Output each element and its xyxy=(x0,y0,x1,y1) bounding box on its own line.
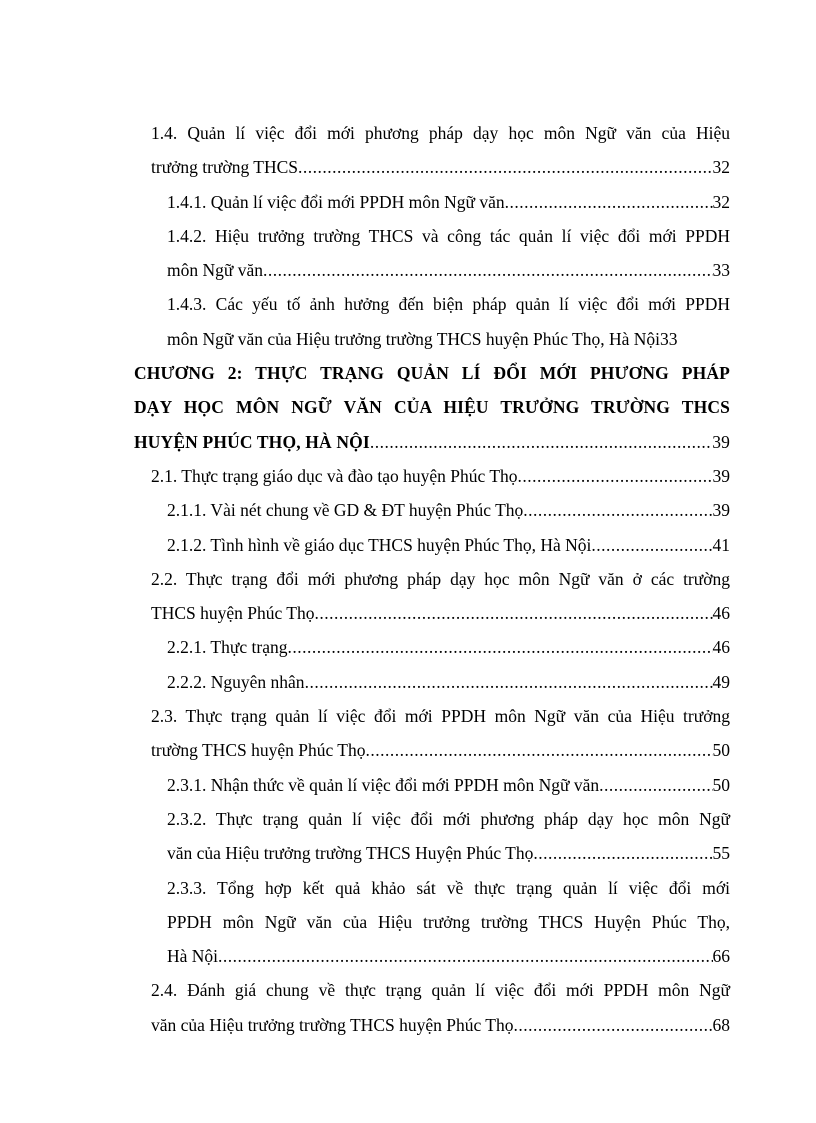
page-number: 50 xyxy=(712,774,730,795)
page-number: 33 xyxy=(660,328,678,349)
page-number: 33 xyxy=(712,260,730,281)
toc-entry-2-2-2[interactable] xyxy=(134,665,730,699)
toc-entry-1-4-3[interactable] xyxy=(134,287,730,356)
page-number: 39 xyxy=(712,465,730,486)
chapter-title: CHƯƠNG 2: THỰC TRẠNG QUẢN LÍ ĐỔI MỚI PHƯƠNG PHÁP xyxy=(134,363,730,384)
toc-entry-text: 1.4.2. Hiệu trưởng trường THCS và công tác quản lí việc đổi mới PPDH xyxy=(167,225,730,246)
page-number: 46 xyxy=(712,603,730,624)
toc-entry-text: 2.3. Thực trạng quản lí việc đổi mới PPDH môn Ngữ văn của Hiệu trưởng xyxy=(151,706,730,727)
toc-entry-2-1[interactable] xyxy=(134,459,730,493)
page-number: 68 xyxy=(712,1014,730,1035)
toc-entry-2-2[interactable] xyxy=(134,562,730,631)
toc-entry-chapter-2[interactable] xyxy=(134,356,730,459)
toc-entry-text: 2.4. Đánh giá chung về thực trạng quản lí việc đổi mới PPDH môn Ngữ xyxy=(151,980,730,1001)
toc-entry-text: 2.1. Thực trạng giáo dục và đào tạo huyện Phúc Thọ xyxy=(151,465,518,486)
toc-entry-text: trường THCS huyện Phúc Thọ xyxy=(151,740,366,761)
page-number: 41 xyxy=(712,534,730,555)
dot-leader xyxy=(591,528,712,562)
toc-entry-2-3-1[interactable] xyxy=(134,768,730,802)
toc-entry-text: môn Ngữ văn xyxy=(167,260,264,281)
toc-entry-text: 2.1.2. Tình hình về giáo dục THCS huyện Phúc Thọ, Hà Nội xyxy=(167,534,592,555)
toc-entry-text: 1.4.3. Các yếu tố ảnh hưởng đến biện pháp quản lí việc đổi mới PPDH xyxy=(167,294,730,315)
toc-entry-text: môn Ngữ văn của Hiệu trưởng trường THCS huyện Phúc Thọ, Hà Nội xyxy=(167,328,660,349)
dot-leader xyxy=(518,459,713,493)
toc-entry-text: 2.3.2. Thực trạng quản lí việc đổi mới phương pháp dạy học môn Ngữ xyxy=(167,808,730,829)
page-number: 50 xyxy=(712,740,730,761)
dot-leader xyxy=(305,665,713,699)
toc-entry-text: 2.3.3. Tổng hợp kết quả khảo sát về thực trạng quản lí việc đổi mới xyxy=(167,877,730,898)
toc-entry-text: THCS huyện Phúc Thọ xyxy=(151,603,315,624)
dot-leader xyxy=(298,150,712,184)
toc-entry-text: văn của Hiệu trưởng trường THCS huyện Phúc Thọ xyxy=(151,1014,514,1035)
dot-leader xyxy=(533,836,712,870)
page-number: 39 xyxy=(712,431,730,452)
toc-entry-text: 2.2.2. Nguyên nhân xyxy=(167,671,305,692)
page-number: 55 xyxy=(712,843,730,864)
toc-entry-1-4-1[interactable] xyxy=(134,185,730,219)
page-number: 32 xyxy=(712,191,730,212)
dot-leader xyxy=(513,1008,712,1042)
dot-leader xyxy=(315,596,713,630)
chapter-title: HUYỆN PHÚC THỌ, HÀ NỘI xyxy=(134,431,370,452)
dot-leader xyxy=(505,185,713,219)
toc-entry-text: 2.3.1. Nhận thức về quản lí việc đổi mới PPDH môn Ngữ văn xyxy=(167,774,600,795)
table-of-contents xyxy=(134,116,730,1042)
page-number: 46 xyxy=(712,637,730,658)
toc-entry-2-1-2[interactable] xyxy=(134,528,730,562)
toc-entry-text: 1.4.1. Quản lí việc đổi mới PPDH môn Ngữ văn xyxy=(167,191,505,212)
toc-entry-text: 2.2.1. Thực trạng xyxy=(167,637,288,658)
dot-leader xyxy=(263,253,712,287)
toc-entry-text: 1.4. Quản lí việc đổi mới phương pháp dạy học môn Ngữ văn của Hiệu xyxy=(151,123,730,143)
toc-entry-2-1-1[interactable] xyxy=(134,493,730,527)
toc-entry-text: 2.2. Thực trạng đổi mới phương pháp dạy học môn Ngữ văn ở các trường xyxy=(151,568,730,589)
toc-entry-text: trưởng trường THCS xyxy=(151,157,299,178)
page-number: 39 xyxy=(712,500,730,521)
dot-leader xyxy=(366,733,713,767)
page-number: 66 xyxy=(712,946,730,967)
chapter-title: DẠY HỌC MÔN NGỮ VĂN CỦA HIỆU TRƯỞNG TRƯỜNG THCS xyxy=(134,397,730,418)
dot-leader xyxy=(287,630,712,664)
toc-entry-2-3-3[interactable] xyxy=(134,871,730,974)
toc-entry-2-3-2[interactable] xyxy=(134,802,730,871)
dot-leader xyxy=(370,425,712,459)
toc-entry-text: PPDH môn Ngữ văn của Hiệu trưởng trường THCS Huyện Phúc Thọ, xyxy=(167,911,730,932)
toc-entry-1-4-2[interactable] xyxy=(134,219,730,288)
page-number: 49 xyxy=(712,671,730,692)
dot-leader xyxy=(523,493,712,527)
page-number: 32 xyxy=(712,157,730,178)
dot-leader xyxy=(218,939,712,973)
toc-entry-text: văn của Hiệu trưởng trường THCS Huyện Phúc Thọ xyxy=(167,843,534,864)
toc-entry-1-4[interactable] xyxy=(134,116,730,185)
toc-entry-2-4[interactable] xyxy=(134,973,730,1042)
toc-entry-2-2-1[interactable] xyxy=(134,630,730,664)
dot-leader xyxy=(599,768,712,802)
toc-entry-text: 2.1.1. Vài nét chung về GD & ĐT huyện Phúc Thọ xyxy=(167,500,524,521)
toc-entry-text: Hà Nội xyxy=(167,946,219,967)
toc-entry-2-3[interactable] xyxy=(134,699,730,768)
